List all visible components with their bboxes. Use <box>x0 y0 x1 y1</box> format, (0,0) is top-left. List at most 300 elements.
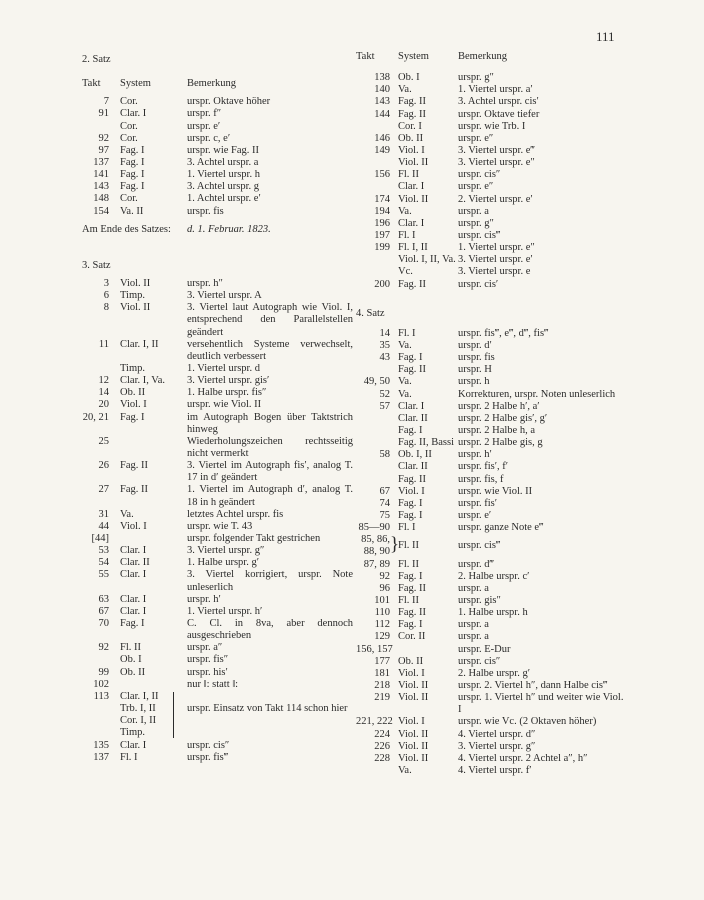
system-cell: Fag. II <box>398 582 426 594</box>
table-row <box>356 716 626 728</box>
system-cell: Va. <box>398 376 412 388</box>
system-cell: Fag. I <box>398 619 423 631</box>
table-row <box>82 145 355 157</box>
right-column <box>356 51 626 777</box>
takt-cell: 156 <box>374 169 390 181</box>
table-row <box>356 474 626 486</box>
table-row <box>356 96 626 108</box>
system-cell: Viol. I, II, Va. <box>398 254 456 266</box>
remark-cell: urspr. Oktave höher <box>187 96 271 108</box>
table-row <box>356 729 626 741</box>
takt-cell: 87, 89 <box>363 558 390 570</box>
takt-cell: 129 <box>374 631 390 643</box>
remark-cell: urspr. fis′, f′ <box>458 461 509 473</box>
takt-cell: 102 <box>93 678 109 690</box>
remark-cell: 3. Viertel urspr. e‴ <box>458 144 535 156</box>
remark-cell: urspr. f″ <box>187 108 222 120</box>
takt-cell: 55 <box>98 569 109 581</box>
remark-cell: urspr. gis″ <box>458 594 501 606</box>
remark-cell: urspr. g″ <box>458 217 494 229</box>
system-cell: Viol. II <box>398 157 429 169</box>
table-row <box>356 218 626 230</box>
takt-cell: 226 <box>374 740 390 752</box>
table-row <box>82 278 355 290</box>
table-row <box>82 412 355 436</box>
system-cell: Viol. I <box>398 667 425 679</box>
takt-cell: 91 <box>98 108 109 120</box>
system-cell: Fag. II <box>398 278 426 290</box>
system-cell: Viol. II <box>398 679 429 691</box>
system-cell: Fag. II <box>398 364 426 376</box>
remark-cell: urspr. 2 Halbe h′, a′ <box>458 400 540 412</box>
table-row <box>356 169 626 181</box>
takt-cell: 112 <box>374 619 390 631</box>
table-row <box>356 741 626 753</box>
takt-cell: 8 <box>103 302 109 314</box>
takt-cell: 88, 90 <box>363 546 390 558</box>
takt-cell: 135 <box>93 739 109 751</box>
table-row <box>356 145 626 157</box>
remark-cell: Wiederholungszeichen rechtsseitig nicht vermerkt <box>187 435 353 460</box>
remark-cell: urspr. cis″ <box>458 169 501 181</box>
takt-cell: 67 <box>98 605 109 617</box>
takt-cell: 200 <box>374 278 390 290</box>
system-cell: Clar. I <box>398 217 425 229</box>
system-cell: Viol. II <box>398 752 429 764</box>
takt-cell: 110 <box>374 607 390 619</box>
system-cell: Ob. II <box>120 387 146 399</box>
remark-cell: urspr. 1. Viertel h″ und weiter wie Viol. I <box>458 692 624 716</box>
table-row-group-85 <box>356 534 626 558</box>
brace-bracket <box>173 692 174 738</box>
remark-cell: 1. Viertel urspr. e″ <box>458 242 535 254</box>
takt-cell: 148 <box>93 193 109 205</box>
remark-cell: 3. Viertel im Autograph fis′, analog T. 17 in d′ geändert <box>187 460 353 484</box>
system-cell: Viol. I <box>398 716 425 728</box>
takt-cell: 228 <box>374 752 390 764</box>
system-cell: Ob. II <box>398 132 424 144</box>
remark-cell: 1. Viertel urspr. a′ <box>458 84 533 96</box>
table-row <box>82 387 355 399</box>
takt-cell: 63 <box>98 593 109 605</box>
table-row <box>356 352 626 364</box>
system-cell: Fag. II <box>398 108 426 120</box>
remark-cell: urspr. his′ <box>187 666 228 678</box>
remark-cell: 3. Viertel urspr. e″ <box>458 157 535 169</box>
table-row <box>356 266 626 278</box>
table-row <box>356 522 626 534</box>
remark-cell: im Autograph Bogen über Taktstrich hinweg <box>187 411 353 435</box>
brace-icon: } <box>390 534 400 556</box>
remark-cell: urspr. a <box>458 631 489 643</box>
remark-cell: urspr. d′ <box>458 339 492 351</box>
table-row <box>82 399 355 411</box>
system-cell: Clar. I <box>120 108 147 120</box>
table-row <box>82 618 355 642</box>
remark-cell: 4. Viertel urspr. d″ <box>458 728 536 740</box>
table-row <box>356 181 626 193</box>
table-row <box>356 206 626 218</box>
table-row <box>356 668 626 680</box>
table-row <box>356 510 626 522</box>
table-row <box>82 181 355 193</box>
section-title-satz2: 2. Satz <box>82 54 111 65</box>
takt-cell: 7 <box>103 96 109 108</box>
takt-cell: 43 <box>379 352 390 364</box>
remark-cell: urspr. wie T. 43 <box>187 520 253 532</box>
system-cell: Cor. <box>120 132 138 144</box>
table-row <box>82 484 355 508</box>
table-row <box>356 486 626 498</box>
remark-cell: 3. Viertel laut Autograph wie Viol. I, entsprechend den Parallelstellen geändert <box>187 302 353 338</box>
remark-cell: 3. Viertel urspr. g″ <box>458 740 536 752</box>
takt-cell: 20, 21 <box>82 411 109 423</box>
remark-cell: 1. Viertel urspr. h′ <box>187 605 263 617</box>
system-cell: Cor. I, II <box>120 715 157 727</box>
system-cell: Fl. I <box>398 522 416 534</box>
system-cell: Clar. I <box>120 593 147 605</box>
remark-cell: 4. Viertel urspr. 2 Achtel a″, h″ <box>458 752 588 764</box>
table-row <box>82 521 355 533</box>
header-takt: Takt <box>82 78 101 90</box>
remark-cell: 2. Halbe urspr. c′ <box>458 570 530 582</box>
header-system: System <box>398 51 429 62</box>
table-row <box>356 109 626 121</box>
remark-cell: urspr. a <box>458 582 489 594</box>
takt-cell: 11 <box>98 338 109 350</box>
remark-cell: urspr. cis″ <box>458 655 501 667</box>
table-row <box>356 364 626 376</box>
table-row <box>356 340 626 352</box>
table-row <box>82 157 355 169</box>
header-system: System <box>120 78 151 90</box>
system-cell: Timp. <box>120 363 146 375</box>
takt-cell: 97 <box>98 144 109 156</box>
system-cell: Clar. I <box>120 739 147 751</box>
remark-cell: urspr. 2 Halbe gis, g <box>458 437 543 449</box>
takt-cell: 27 <box>98 484 109 496</box>
table-row <box>82 96 355 108</box>
satz3-table <box>82 278 355 691</box>
system-cell: Fag. II <box>120 460 148 472</box>
system-cell: Va. <box>398 205 412 217</box>
remark-cell: 3. Viertel urspr. g″ <box>187 545 265 557</box>
table-row <box>356 449 626 461</box>
table-row-group-113 <box>82 691 355 740</box>
remark-cell: urspr. cis″ <box>187 739 230 751</box>
table-row <box>356 571 626 583</box>
table-header <box>356 51 626 63</box>
system-cell: Fl. I, II <box>398 242 428 254</box>
system-cell: Va. <box>398 388 412 400</box>
system-cell: Cor. <box>120 120 138 132</box>
takt-cell: 224 <box>374 728 390 740</box>
system-cell: Va. <box>398 764 412 776</box>
takt-cell: 196 <box>374 217 390 229</box>
system-cell: Fag. I <box>120 411 145 423</box>
takt-cell: 6 <box>103 290 109 302</box>
remark-cell: urspr. ganze Note e‴ <box>458 522 544 534</box>
system-cell: Va. II <box>120 205 144 217</box>
system-cell: Clar. I <box>120 605 147 617</box>
table-row <box>82 290 355 302</box>
table-row <box>82 460 355 484</box>
takt-cell: 31 <box>98 508 109 520</box>
section-title-satz4: 4. Satz <box>356 307 385 319</box>
takt-cell: 218 <box>374 679 390 691</box>
remark-cell: urspr. cis‴ <box>458 540 501 552</box>
remark-cell: nur ‖: statt ‖: <box>187 678 239 690</box>
table-row <box>82 133 355 145</box>
table-row <box>356 121 626 133</box>
table-row <box>82 752 355 764</box>
takt-cell: 53 <box>98 545 109 557</box>
system-cell: Fl. II <box>398 594 419 606</box>
remark-cell: urspr. e′ <box>458 509 492 521</box>
takt-cell: 101 <box>374 594 390 606</box>
remark-cell: urspr. h′ <box>187 593 221 605</box>
table-row <box>356 242 626 254</box>
remark-cell: urspr. fis″ <box>187 654 229 666</box>
remark-cell: urspr. 2. Viertel h″, dann Halbe cis‴ <box>458 679 608 691</box>
takt-cell: 194 <box>374 205 390 217</box>
system-cell: Viol. II <box>120 302 151 314</box>
remark-cell: urspr. fis <box>187 205 224 217</box>
takt-cell: 67 <box>379 485 390 497</box>
page-number: 111 <box>596 29 615 44</box>
system-cell: Viol. II <box>398 193 429 205</box>
remark-cell: 2. Viertel urspr. e′ <box>458 193 533 205</box>
system-cell: Fag. I <box>120 618 145 630</box>
remark-cell: 3. Viertel urspr. e′ <box>458 254 533 266</box>
system-cell: Fag. I <box>398 570 423 582</box>
takt-cell: 54 <box>98 557 109 569</box>
takt-cell: 154 <box>93 205 109 217</box>
table-row <box>356 498 626 510</box>
satz3-continued-table <box>356 72 626 291</box>
table-row <box>356 631 626 643</box>
remark-cell: urspr. cis‴ <box>458 229 501 241</box>
system-cell: Fl. II <box>398 558 419 570</box>
system-cell: Fag. II <box>398 607 426 619</box>
table-row <box>356 583 626 595</box>
table-row <box>356 376 626 388</box>
table-row <box>82 121 355 133</box>
remark-cell: 1. Viertel urspr. d <box>187 363 260 375</box>
system-cell: Fl. II <box>120 642 141 654</box>
takt-cell: 75 <box>379 509 390 521</box>
header-bemerkung: Bemerkung <box>458 51 507 62</box>
system-cell: Ob. I <box>398 72 420 84</box>
takt-cell: 138 <box>374 72 390 84</box>
remark-cell: 1. Halbe urspr. g′ <box>187 557 259 569</box>
end-label: Am Ende des Satzes: <box>82 223 171 235</box>
table-row <box>356 656 626 668</box>
remark-cell: urspr. Oktave tiefer <box>458 108 540 120</box>
takt-cell: 140 <box>374 84 390 96</box>
table-row <box>356 437 626 449</box>
system-cell: Ob. I <box>120 654 142 666</box>
takt-cell: 141 <box>93 169 109 181</box>
takt-cell: [44] <box>91 533 109 545</box>
table-header <box>82 78 355 90</box>
table-row <box>82 375 355 387</box>
remark-cell: letztes Achtel urspr. fis <box>187 508 284 520</box>
takt-cell: 12 <box>98 375 109 387</box>
table-row <box>356 279 626 291</box>
system-cell: Fag. I <box>120 169 145 181</box>
table-row <box>82 206 355 218</box>
table-row <box>356 607 626 619</box>
takt-cell: 146 <box>374 132 390 144</box>
system-cell: Fl. II <box>398 169 419 181</box>
remark-cell: urspr. fis‴ <box>187 751 229 763</box>
satz3-table-end <box>82 740 355 764</box>
takt-cell: 181 <box>374 667 390 679</box>
remark-cell: 3. Achtel urspr. g <box>187 181 260 193</box>
system-cell: Viol. I <box>120 520 147 532</box>
remark-cell: urspr. fis <box>458 352 495 364</box>
table-row <box>82 557 355 569</box>
remark-cell: 2. Halbe urspr. g′ <box>458 667 530 679</box>
system-cell: Fag. I <box>120 144 145 156</box>
takt-cell: 57 <box>379 400 390 412</box>
system-cell: Fl. II <box>398 540 419 552</box>
system-cell: Timp. <box>120 290 146 302</box>
table-row <box>356 644 626 656</box>
table-row <box>356 157 626 169</box>
table-row <box>356 619 626 631</box>
system-cell: Viol. I <box>120 399 147 411</box>
table-row <box>356 461 626 473</box>
takt-cell: 199 <box>374 242 390 254</box>
remark-cell: urspr. d‴ <box>458 558 494 570</box>
table-row <box>82 594 355 606</box>
remark-cell: 1. Halbe urspr. h <box>458 607 528 619</box>
table-row <box>356 389 626 401</box>
system-cell: Clar. I, II <box>120 338 159 350</box>
table-row <box>356 328 626 340</box>
table-row <box>356 595 626 607</box>
system-cell: Clar. II <box>398 461 428 473</box>
system-cell: Viol. II <box>398 692 429 704</box>
system-cell: Cor. <box>120 96 138 108</box>
table-row <box>356 680 626 692</box>
table-row <box>82 642 355 654</box>
takt-cell: 92 <box>98 642 109 654</box>
remark-cell: urspr. e′ <box>187 120 221 132</box>
table-row <box>356 765 626 777</box>
remark-cell: C. Cl. in 8va, aber dennoch ausgeschrieben <box>187 618 353 642</box>
remark-cell: urspr. H <box>458 364 492 376</box>
table-row <box>82 193 355 205</box>
system-cell: Fag. II <box>120 484 148 496</box>
remark-cell: 3. Viertel urspr. e <box>458 266 531 278</box>
left-column <box>82 54 355 764</box>
remark-cell: 1. Viertel im Autograph d′, analog T. 18 in h geändert <box>187 484 353 508</box>
system-cell: Clar. I, II <box>120 690 159 702</box>
takt-cell: 44 <box>98 520 109 532</box>
takt-cell: 85, 86, <box>361 534 390 546</box>
table-row <box>82 654 355 666</box>
table-row <box>356 230 626 242</box>
system-cell: Fag. I <box>120 181 145 193</box>
table-row <box>82 363 355 375</box>
table-row <box>356 692 626 716</box>
satz4-table <box>356 328 626 534</box>
end-date: d. 1. Februar. 1823. <box>187 223 271 235</box>
takt-cell: 144 <box>374 108 390 120</box>
takt-cell: 96 <box>379 582 390 594</box>
system-cell: Cor. II <box>398 631 426 643</box>
table-row <box>82 302 355 338</box>
system-cell: Viol. II <box>398 728 429 740</box>
table-row <box>82 667 355 679</box>
satz4-table-continued <box>356 559 626 778</box>
remark-cell: 3. Achtel urspr. a <box>187 157 259 168</box>
table-row <box>82 339 355 363</box>
system-cell: Viol. II <box>398 740 429 752</box>
table-row <box>356 254 626 266</box>
system-cell: Cor. <box>120 193 138 205</box>
system-cell: Clar. I <box>120 545 147 557</box>
table-row <box>82 679 355 691</box>
takt-cell: 177 <box>374 655 390 667</box>
table-row <box>356 559 626 571</box>
table-row <box>356 413 626 425</box>
takt-cell: 219 <box>374 692 390 704</box>
remark-cell: urspr. a″ <box>187 642 223 654</box>
remark-cell: 3. Viertel korrigiert, urspr. Note unleserlich <box>187 569 353 593</box>
remark-cell: urspr. a <box>458 205 489 217</box>
remark-cell: urspr. wie Fag. II <box>187 144 260 156</box>
remark-cell: urspr. 2 Halbe h, a <box>458 424 535 436</box>
table-row <box>356 194 626 206</box>
table-row <box>356 72 626 84</box>
takt-cell: 149 <box>374 144 390 156</box>
system-cell: Clar. II <box>120 557 150 569</box>
takt-cell: 92 <box>379 570 390 582</box>
table-row <box>82 606 355 618</box>
table-row <box>82 533 355 545</box>
system-cell: Clar. I, Va. <box>120 375 166 387</box>
remark-cell: urspr. wie Vc. (2 Oktaven höher) <box>458 716 597 728</box>
takt-cell: 26 <box>98 460 109 472</box>
table-row <box>356 753 626 765</box>
system-cell: Ob. II <box>120 666 146 678</box>
remark-cell: urspr. folgender Takt gestrichen <box>187 533 321 545</box>
remark-cell: urspr. wie Viol. II <box>187 399 262 411</box>
takt-cell: 58 <box>379 449 390 461</box>
satz2-table <box>82 96 355 217</box>
takt-cell: 137 <box>93 751 109 763</box>
remark-cell: urspr. e″ <box>458 132 494 144</box>
remark-cell: urspr. h <box>458 376 490 388</box>
system-cell: Fag. I <box>398 509 423 521</box>
remark-cell: urspr. fis′ <box>458 497 498 509</box>
table-row <box>82 169 355 181</box>
system-cell: Clar. I <box>120 569 147 581</box>
system-cell: Cor. I <box>398 120 422 132</box>
system-cell: Ob. I, II <box>398 449 432 461</box>
remark-cell: versehentlich Systeme verwechselt, deutlich verbessert <box>187 338 353 362</box>
table-row <box>82 108 355 120</box>
system-cell: Fag. I <box>398 352 423 364</box>
header-bemerkung: Bemerkung <box>187 78 236 90</box>
table-row <box>82 545 355 557</box>
takt-cell: 20 <box>98 399 109 411</box>
system-cell: Fl. I <box>398 327 416 339</box>
